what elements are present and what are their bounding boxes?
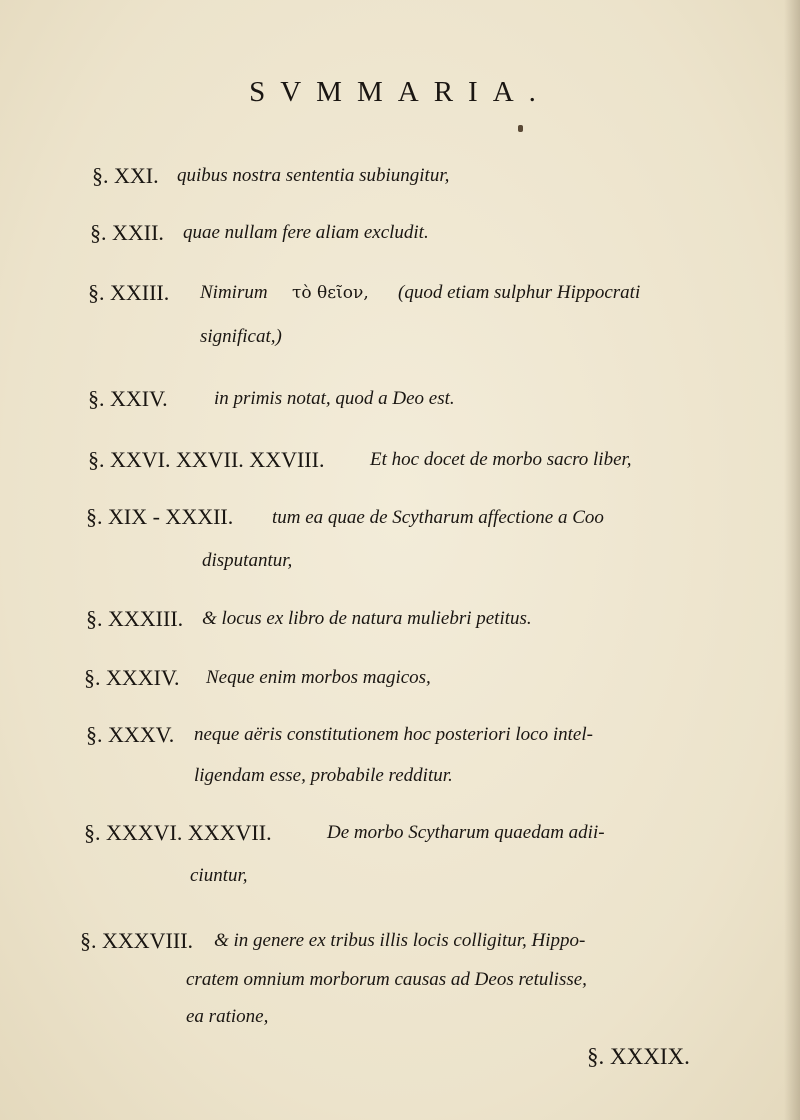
entry-text: Et hoc docet de morbo sacro liber,: [370, 449, 632, 470]
entry-text: ciuntur,: [190, 865, 248, 886]
section-number: §. XXIII.: [88, 280, 170, 305]
entry-text: disputantur,: [202, 550, 293, 571]
entry-text: quae nullam fere aliam excludit.: [183, 222, 429, 243]
entry-text: Nimirum: [200, 282, 268, 303]
section-number: §. XXXVI. XXXVII.: [84, 820, 272, 845]
page-title: SVMMARIA.: [249, 76, 551, 108]
section-number: §. XIX - XXXII.: [86, 504, 234, 529]
entry-text: in primis notat, quod a Deo est.: [214, 388, 455, 409]
entry-text: neque aëris constitutionem hoc posteriori loco intel-: [194, 724, 593, 745]
entry-text: ea ratione,: [186, 1006, 269, 1027]
catchword: §. XXXIX.: [587, 1044, 690, 1069]
entry-text: & locus ex libro de natura muliebri petitus.: [202, 608, 532, 629]
section-number: §. XXII.: [90, 220, 164, 245]
entry-text-greek: τὸ θεῖον,: [292, 283, 369, 303]
section-number: §. XXXV.: [86, 722, 175, 747]
section-number: §. XXXVIII.: [80, 928, 194, 953]
section-number: §. XXI.: [92, 163, 159, 188]
entry-text: ligendam esse, probabile redditur.: [194, 765, 453, 786]
section-number: §. XXVI. XXVII. XXVIII.: [88, 447, 325, 472]
section-number: §. XXXIV.: [84, 665, 180, 690]
entry-text: quibus nostra sententia subiungitur,: [177, 165, 450, 186]
entry-text: & in genere ex tribus illis locis colligitur, Hippo-: [214, 930, 586, 951]
page-edge-shadow: [784, 0, 800, 1120]
section-number: §. XXXIII.: [86, 606, 184, 631]
entry-text: Neque enim morbos magicos,: [206, 667, 431, 688]
entry-text: De morbo Scytharum quaedam adii-: [327, 822, 605, 843]
section-number: §. XXIV.: [88, 386, 168, 411]
entry-text: significat,): [200, 326, 282, 347]
ink-spot: [518, 125, 523, 132]
entry-text: (quod etiam sulphur Hippocrati: [398, 282, 641, 303]
entry-text: cratem omnium morborum causas ad Deos retulisse,: [186, 969, 587, 990]
entry-text: tum ea quae de Scytharum affectione a Coo: [272, 507, 604, 528]
